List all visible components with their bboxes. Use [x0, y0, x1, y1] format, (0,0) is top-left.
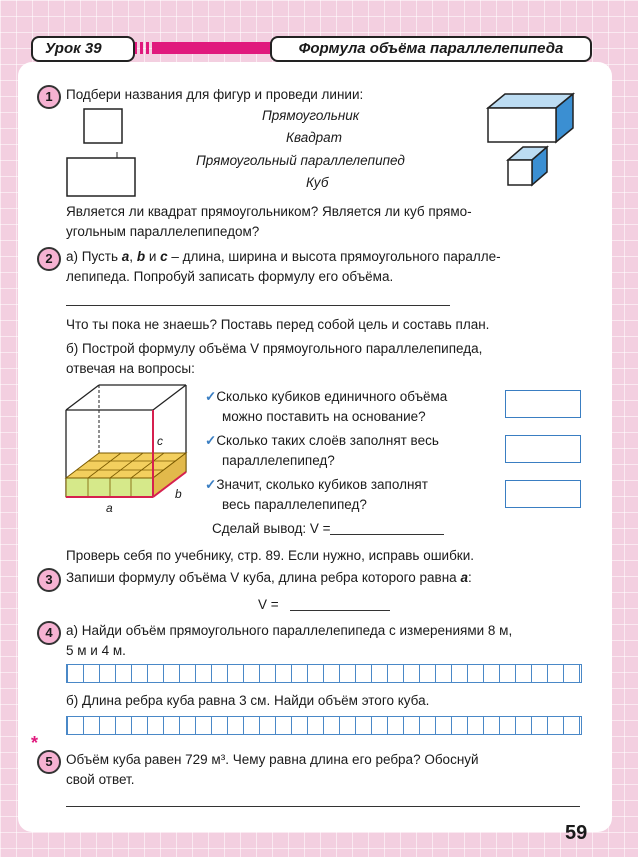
task2-plan-text: Что ты пока не знаешь? Поставь перед собой цель и составь план.: [66, 317, 490, 332]
name-rectangle[interactable]: Прямоугольник: [262, 108, 360, 123]
answer-box-1[interactable]: [505, 390, 581, 418]
task4a-line2: 5 м и 4 м.: [66, 643, 126, 658]
task2a-line2: лепипеда. Попробуй записать формулу его объёма.: [66, 269, 394, 284]
conclusion-answer-line[interactable]: [330, 534, 444, 535]
lesson-topic: Формула объёма параллелепипеда: [270, 36, 592, 62]
task5-answer-line[interactable]: [66, 806, 580, 807]
task-number-5: 5: [37, 750, 61, 774]
task-number-3: 3: [37, 568, 61, 592]
task1-question-line2: угольным параллелепипедом?: [66, 224, 260, 239]
question-2: ✓Сколько таких слоёв заполнят весь: [205, 433, 439, 448]
name-square[interactable]: Квадрат: [286, 130, 342, 145]
box-with-cubes-figure: [0, 0, 1, 1]
task1-question-line1: Является ли квадрат прямоугольником? Является ли куб прямо-: [66, 204, 472, 219]
task2a-answer-line[interactable]: [66, 305, 450, 306]
task2a-line1: а) Пусть a, b и c – длина, ширина и высота прямоугольного паралле-: [66, 249, 501, 264]
conclusion-label: Сделай вывод: V =: [212, 521, 331, 536]
answer-box-2[interactable]: [505, 435, 581, 463]
question-2-cont: параллелепипед?: [222, 453, 335, 468]
task3-text: Запиши формулу объёма V куба, длина ребра которого равна a:: [66, 570, 472, 585]
name-cube[interactable]: Куб: [306, 175, 329, 190]
task2b-line2: отвечая на вопросы:: [66, 361, 195, 376]
header-bar: [152, 42, 274, 54]
task3-formula-label: V =: [258, 597, 279, 612]
name-parallelepiped[interactable]: Прямоугольный параллелепипед: [196, 153, 405, 168]
task3-answer-line[interactable]: [290, 610, 390, 611]
dimension-b-label: b: [175, 487, 182, 501]
question-3: ✓Значит, сколько кубиков заполнят: [205, 477, 428, 492]
task-number-4: 4: [37, 621, 61, 645]
dimension-a-label: a: [106, 501, 113, 515]
question-3-cont: весь параллелепипед?: [222, 497, 367, 512]
check-textbook-text: Проверь себя по учебнику, стр. 89. Если нужно, исправь ошибки.: [66, 548, 475, 563]
check-icon: ✓: [205, 477, 217, 492]
dimension-c-label: c: [157, 434, 163, 448]
task4b-line: б) Длина ребра куба равна 3 см. Найди объём этого куба.: [66, 693, 430, 708]
task2b-line1: б) Построй формулу объёма V прямоугольного параллелепипеда,: [66, 341, 483, 356]
task4b-answer-grid[interactable]: [66, 716, 582, 735]
task-number-1: 1: [37, 85, 61, 109]
task1-prompt: Подбери названия для фигур и проведи линии:: [66, 87, 364, 102]
question-1: ✓Сколько кубиков единичного объёма: [205, 389, 448, 404]
task-number-2: 2: [37, 247, 61, 271]
task4a-answer-grid[interactable]: [66, 664, 582, 683]
answer-box-3[interactable]: [505, 480, 581, 508]
page-number: 59: [565, 822, 588, 844]
task5-line1: Объём куба равен 729 м³. Чему равна длина его ребра? Обоснуй: [66, 752, 479, 767]
lesson-label: Урок 39: [31, 36, 135, 62]
question-1-cont: можно поставить на основание?: [222, 409, 426, 424]
star-icon: *: [31, 733, 39, 753]
check-icon: ✓: [205, 389, 217, 404]
task5-line2: свой ответ.: [66, 772, 135, 787]
check-icon: ✓: [205, 433, 217, 448]
task4a-line1: а) Найди объём прямоугольного параллелепипеда с измерениями 8 м,: [66, 623, 513, 638]
